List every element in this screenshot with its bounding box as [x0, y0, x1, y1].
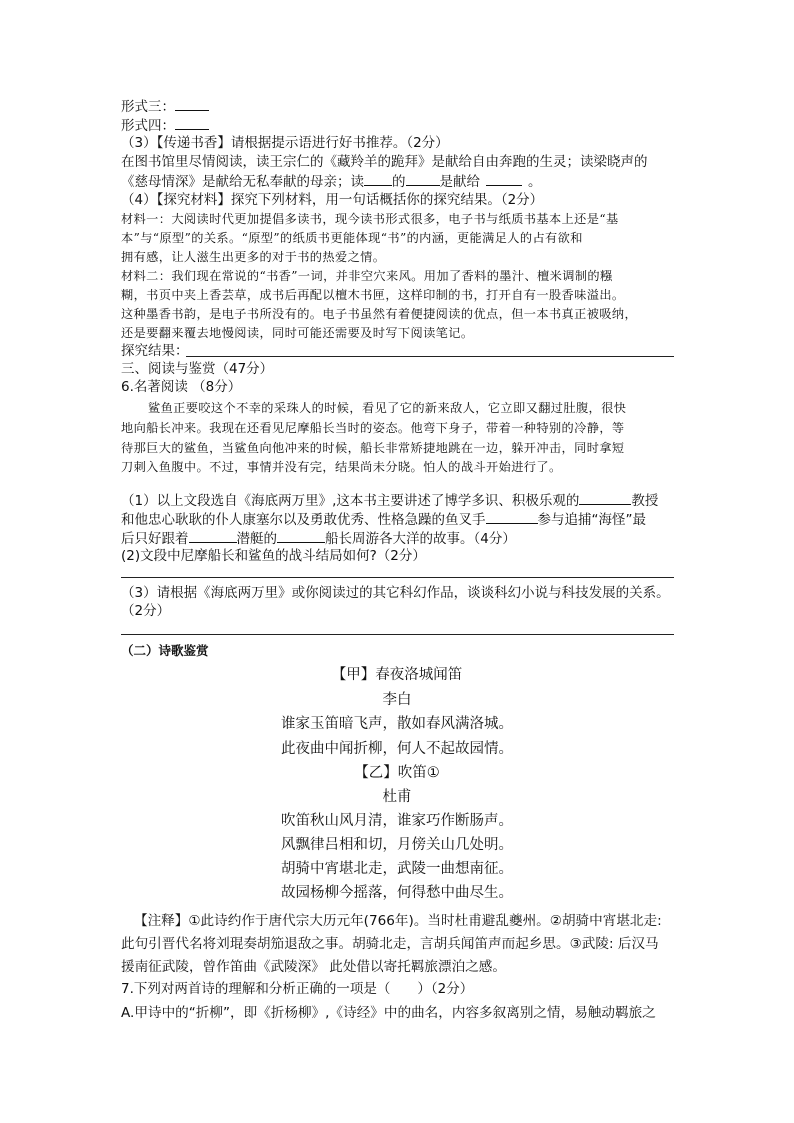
q4-result-label: 探究结果： — [121, 343, 189, 359]
q6-passage-line1: 鲨鱼正要咬这个不幸的采珠人的时候，看见了它的新来敌人，它立即又翻过肚腹，很快 — [148, 401, 627, 415]
q6-label: 6.名著阅读 （8分） — [121, 379, 242, 395]
poem2-line1: 吹笛秋山风月清，谁家巧作断肠声。 — [281, 813, 513, 829]
q4-label: （4）【探究材料】探究下列材料，用一句话概括你的探究结果。（2分） — [121, 192, 544, 208]
note-line3: 援南征武陵，曾作笛曲《武陵深》 此处借以寄托羁旅漂泊之感。 — [121, 959, 506, 975]
q6-sub1-text-b: 教授 — [631, 493, 659, 509]
q6-sub2-answer-line[interactable] — [121, 577, 674, 578]
form-four-line — [121, 116, 209, 135]
q3-recipient-blank[interactable] — [486, 172, 522, 186]
q6-captain-blank[interactable] — [277, 529, 325, 543]
q6-sub1-line3 — [121, 529, 516, 548]
q3-line2-d: 。 — [528, 174, 542, 190]
q6-harpooner-blank[interactable] — [486, 510, 538, 524]
q3-line1: 在图书馆里尽情阅读，读王宗仁的《藏羚羊的跪拜》是献给自由奔跑的生灵；读梁晓声的 — [121, 154, 648, 170]
q6-sub3-line2: （2分） — [121, 603, 171, 619]
q4-material1-line3: 拥有感，让人滋生出更多的对于书的热爱之情。 — [121, 250, 386, 264]
poem1-line2: 此夜曲中闻折柳，何人不起故园情。 — [281, 741, 513, 757]
form-three-blank[interactable] — [175, 97, 209, 111]
q6-sub3-line1: （3）请根据《海底两万里》或你阅读过的其它科幻作品，谈谈科幻小说与科技发展的关系。 — [121, 585, 670, 601]
q6-passage-line3: 待那巨大的鲨鱼，当鲨鱼向他冲来的时候，船长非常矫捷地跳在一边，躲开冲击，同时拿短 — [121, 441, 625, 455]
q6-sub1-line2 — [121, 510, 646, 529]
q6-professor-blank[interactable] — [579, 491, 631, 505]
poem1-line1: 谁家玉笛暗飞声，散如春风满洛城。 — [281, 716, 513, 732]
q4-material2-line4: 还是要翻来覆去地慢阅读，同时可能还需要及时写下阅读笔记。 — [121, 326, 474, 340]
form-four-label: 形式四： — [121, 118, 175, 134]
q7-option-a[interactable]: A.甲诗中的“折柳”，即《折杨柳》,《诗经》中的曲名，内容多叙离别之情，易触动羁旅之 — [121, 1005, 656, 1021]
poem2-line3: 胡骑中宵堪北走，武陵一曲想南征。 — [281, 861, 513, 877]
q4-result-answer-line[interactable] — [186, 356, 674, 357]
q3-line2-a: 《慈母情深》是献给无私奉献的母亲；读 — [121, 174, 364, 190]
poem1-author: 李白 — [382, 692, 412, 708]
q6-passage-line2: 地向船长冲来。我现在还看见尼摩船长当时的姿态。他弯下身子，带着一种特别的冷静，等 — [121, 421, 625, 435]
form-three-label: 形式三： — [121, 99, 175, 115]
poem1-title: 【甲】春夜洛城闻笛 — [331, 667, 463, 683]
q3-book-blank[interactable] — [364, 172, 392, 186]
poem-section-heading: （二）诗歌鉴赏 — [121, 643, 209, 658]
q3-line2-b: 的 — [392, 174, 406, 190]
q6-sub3-answer-line[interactable] — [121, 634, 674, 635]
note-line2: 此句引晋代名将刘琨奏胡笳退敌之事。胡骑北走，言胡兵闻笛声而起乡思。③武陵: 后汉马 — [121, 936, 659, 952]
q6-sub1-text-d: 参与追捕“海怪”最 — [537, 512, 646, 528]
q6-sub1-line1 — [121, 491, 658, 510]
poem2-line4: 故园杨柳今摇落，何得愁中曲尽生。 — [281, 885, 513, 901]
q3-line2-c: 是献给 — [439, 174, 480, 190]
q4-material1-line2: 本”与“原型”的关系。“原型”的纸质书更能体现“书”的内涵，更能满足人的占有欲和 — [121, 231, 583, 245]
q3-line2 — [121, 172, 542, 191]
q4-material2-line1: 材料二：我们现在常说的“书香”一词，并非空穴来风。用加了香料的墨汁、檀米调制的糨 — [121, 269, 613, 283]
q6-passage-line4: 刀刺入鱼腹中。不过，事情并没有完，结果尚未分晓。怕人的战斗开始进行了。 — [121, 460, 562, 474]
q4-material2-line3: 这种墨香书韵，是电子书所没有的。电子书虽然有着便捷阅读的优点，但一本书真正被吸纳， — [121, 307, 638, 321]
q6-sub1-text-g: 船长周游各大洋的故事。（4分） — [325, 531, 516, 547]
q6-sub1-text-a: （1）以上文段选自《海底两万里》,这本书主要讲述了博学多识、积极乐观的 — [121, 493, 580, 509]
poem2-line2: 风飘律吕相和切，月傍关山几处明。 — [281, 837, 513, 853]
q6-sub1-text-c: 和他忠心耿耿的仆人康塞尔以及勇敢优秀、性格急躁的鱼叉手 — [121, 512, 486, 528]
q7-label: 7.下列对两首诗的理解和分析正确的一项是（ ）（2分） — [121, 981, 474, 997]
q6-sub2: (2)文段中尼摩船长和鲨鱼的战斗结局如何?（2分） — [121, 548, 426, 564]
q6-sub1-text-e: 后只好跟着 — [121, 531, 189, 547]
note-line1: 【注释】①此诗约作于唐代宗大历元年(766年)。当时杜甫避乱夔州。②胡骑中宵堪北走: — [134, 913, 662, 929]
q4-material2-line2: 糊，书页中夹上香芸草，成书后再配以檀木书匣，这样印制的书，打开自有一股香味溢出。 — [121, 288, 625, 302]
q3-label: （3）【传递书香】请根据提示语进行好书推荐。（2分） — [121, 135, 449, 151]
section3-heading: 三、阅读与鉴赏（47分） — [121, 361, 274, 377]
q3-title-blank[interactable] — [406, 172, 440, 186]
poem2-title: 【乙】吹笛① — [354, 765, 440, 781]
form-three-line — [121, 97, 209, 116]
q6-sub1-text-f: 潜艇的 — [236, 531, 277, 547]
poem2-author: 杜甫 — [382, 789, 412, 805]
form-four-blank[interactable] — [175, 116, 209, 130]
q6-submarine-blank[interactable] — [189, 529, 237, 543]
q4-material1-line1: 材料一：大阅读时代更加提倡多读书，现今读书形式很多，电子书与纸质书基本上还是“基 — [121, 212, 619, 226]
